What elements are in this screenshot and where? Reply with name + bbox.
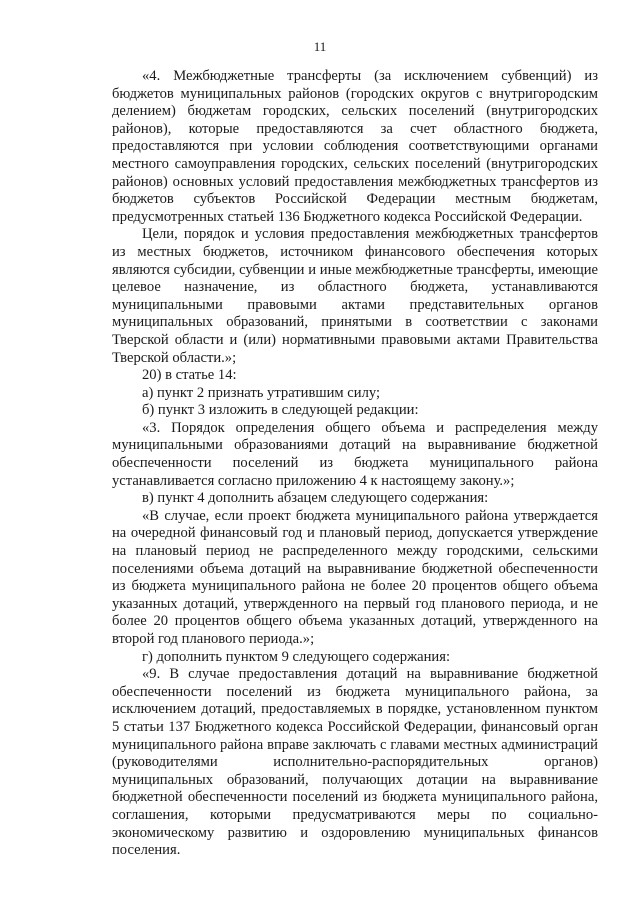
- paragraph-article-14-header: 20) в статье 14:: [142, 367, 237, 384]
- paragraph-item-a: а) пункт 2 признать утратившим силу;: [142, 384, 381, 401]
- paragraph-item-v: в) пункт 4 дополнить абзацем следующего содержания:: [142, 490, 489, 507]
- paragraph-item-g: г) дополнить пунктом 9 следующего содержания:: [142, 648, 451, 665]
- paragraph-point-4-addition: «В случае, если проект бюджета муниципального района утверждается на очередной финансовый год и плановый период, допускается утверждение на плановый период не распределенного между городскими, сельскими поселениями объема дотаций на выравнивание бюджетной обеспеченности из бюджета муниципального района не более 20 процентов общего объема указанных дотаций, утвержденного на первый год планового периода, и не более 20 процентов общего объема указанных дотаций, утвержденного на второй год планового периода.»;: [112, 507, 598, 647]
- paragraph-goals-order-conditions: Цели, порядок и условия предоставления межбюджетных трансфертов из местных бюджетов, источником финансового обеспечения которых являются субсидии, субвенции и иные межбюджетные трансферты, имеющие целевое назначение, из областного бюджета, устанавливаются муниципальными правовыми актами представительных органов муниципальных образований, принятыми в соответствии с законами Тверской области и (или) нормативными правовыми актами Правительства Тверской области.»;: [112, 226, 598, 366]
- paragraph-item-b: б) пункт 3 изложить в следующей редакции:: [142, 402, 419, 419]
- paragraph-point-3-text: «3. Порядок определения общего объема и распределения между муниципальными образованиями дотаций на выравнивание бюджетной обеспеченности поселений из бюджета муниципального района устанавливается согласно приложению 4 к настоящему закону.»;: [112, 419, 598, 489]
- document-body: [112, 68, 598, 860]
- paragraph-interbudget-transfers: «4. Межбюджетные трансферты (за исключением субвенций) из бюджетов муниципальных районов (городских округов с внутригородским делением) бюджетам городских, сельских поселений (внутригородских районов), которые предоставляются за счет областного бюджета, предоставляются при условии соблюдения соответствующими органами местного самоуправления городских, сельских поселений (внутригородских районов) основных условий предоставления межбюджетных трансфертов из бюджетов субъектов Российской Федерации местным бюджетам, предусмотренных статьей 136 Бюджетного кодекса Российской Федерации.: [112, 68, 598, 225]
- page-number: 11: [313, 39, 327, 54]
- paragraph-point-9-text: «9. В случае предоставления дотаций на выравнивание бюджетной обеспеченности поселений из бюджета муниципального района, за исключением дотаций, предоставляемых в порядке, установленном пунктом 5 статьи 137 Бюджетного кодекса Российской Федерации, финансовый орган муниципального района вправе заключать с главами местных администраций (руководителями исполнительно-распорядительных органов) муниципальных образований, получающих дотации на выравнивание бюджетной обеспеченности поселений из бюджета муниципального района, соглашения, которыми предусматриваются меры по социально-экономическому развитию и оздоровлению муниципальных финансов поселения.: [112, 666, 598, 859]
